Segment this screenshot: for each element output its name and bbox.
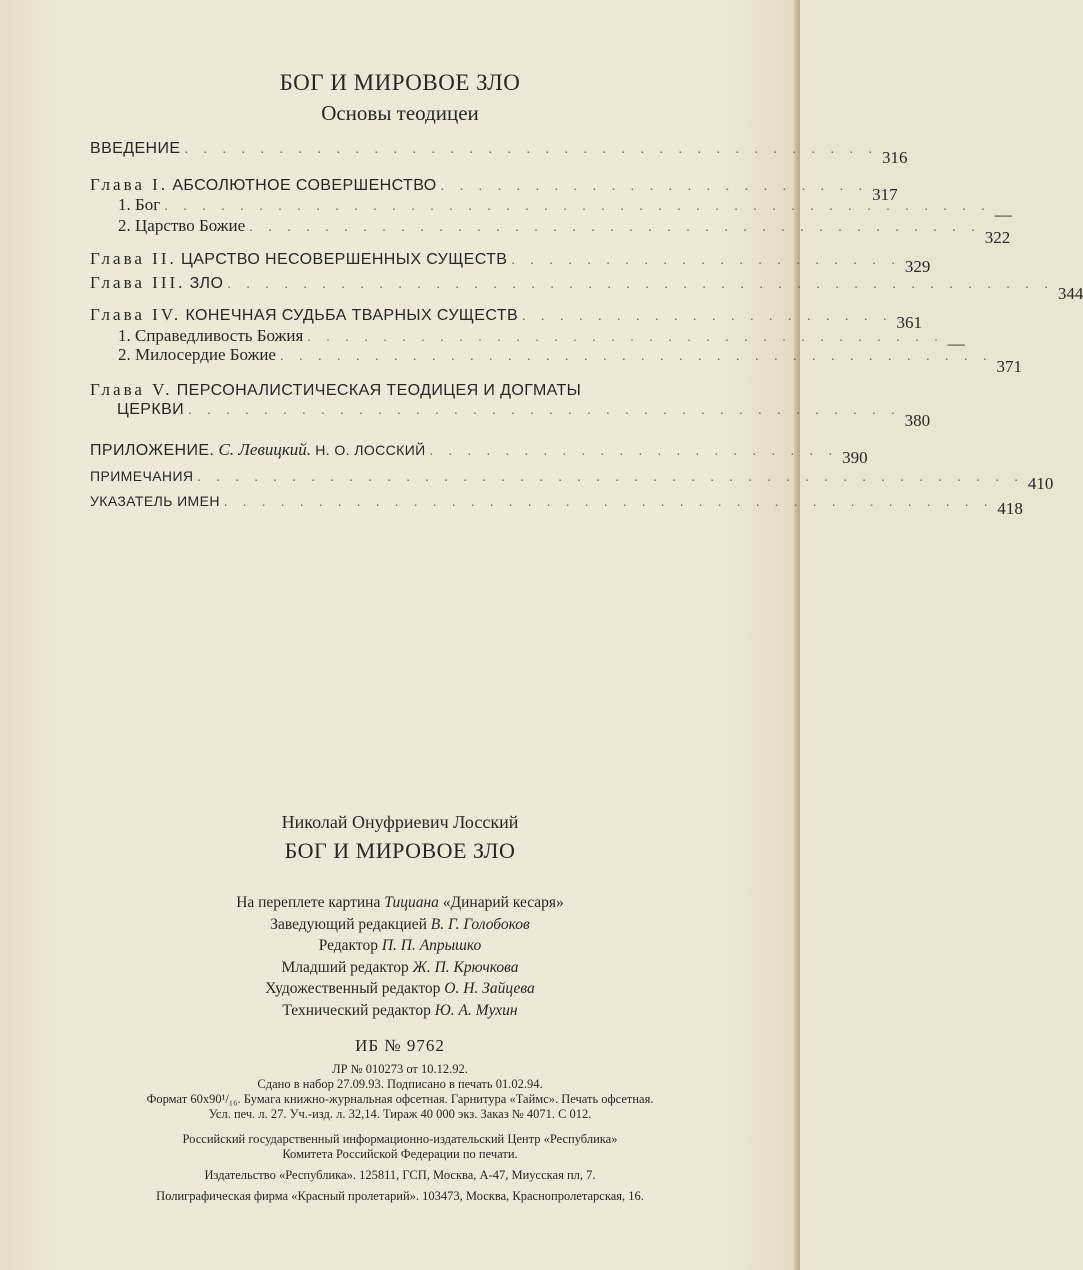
print-details: ЛР № 010273 от 10.12.92. Сдано в набор 27.09.93. Подписано в печать 01.02.94. Формат 60х90¹/₁₆. Бумага книжно-журнальная офсетная. Гарнитура «Таймс». Печать офсетная. Усл. печ. л. 27. Уч.-изд. л. 32,14. Тираж 40 000 экз. Заказ № 4071. С 012. (146, 1062, 654, 1121)
toc-entry-section: 1. Бог . . . . . . . . . . . . . . . . . . . . . . . . . . . . . . . . . . . . . . . . . . . . — (118, 195, 1012, 224)
toc-page: 344 (1057, 284, 1083, 303)
toc-entry-section: 1. Справедливость Божия . . . . . . . . . . . . . . . . . . . . . . . . . . . . . . . . . . — (118, 326, 965, 353)
toc-page: — (947, 334, 965, 353)
toc-entry-chapter-1: Глава I. АБСОЛЮТНОЕ СОВЕРШЕНСТВО . . . . . . . . . . . . . . . . . . . . . . . 317 (90, 175, 898, 204)
toc-label: ПРИМЕЧАНИЯ (90, 468, 194, 484)
toc-entry-section: 2. Царство Божие . . . . . . . . . . . . . . . . . . . . . . . . . . . . . . . . . . . . . . . 322 (118, 216, 1011, 247)
toc-entry-index: УКАЗАТЕЛЬ ИМЕН . . . . . . . . . . . . . . . . . . . . . . . . . . . . . . . . . . . . . . . . . 418 (90, 493, 1023, 518)
toc-page: 361 (896, 313, 923, 332)
toc-label: 1. Бог (118, 195, 161, 214)
imprint-author: Николай Онуфриевич Лосский (281, 812, 519, 832)
junior-editor-credit: Младший редактор Ж. П. Крючкова (281, 958, 519, 976)
toc-entry-chapter-4: Глава IV. КОНЕЧНАЯ СУДЬБА ТВАРНЫХ СУЩЕСТВ . . . . . . . . . . . . . . . . . . . . 361 (90, 305, 923, 332)
editor-credit: Редактор П. П. Апрышко (318, 937, 482, 954)
toc-entry-chapter-5-cont: ЦЕРКВИ . . . . . . . . . . . . . . . . . . . . . . . . . . . . . . . . . . . . . . 380 (90, 399, 785, 419)
toc-entry-chapter-3: Глава III. ЗЛО . . . . . . . . . . . . . . . . . . . . . . . . . . . . . . . . . . . . . . . . . . . . 344 (90, 273, 1083, 303)
toc-page: 329 (904, 257, 931, 276)
toc-page: 390 (842, 448, 868, 467)
imprint-title: БОГ И МИРОВОЕ ЗЛО (284, 838, 516, 863)
toc-label: 1. Справедливость Божия (118, 326, 304, 345)
toc-page: 418 (997, 499, 1023, 518)
toc-label: ВВЕДЕНИЕ (90, 140, 181, 157)
head-editor-credit: Заведующий редакцией В. Г. Голобоков (270, 915, 530, 933)
toc-label: АБСОЛЮТНОЕ СОВЕРШЕНСТВО (172, 177, 437, 194)
toc-entry-introduction: ВВЕДЕНИЕ . . . . . . . . . . . . . . . . . . . . . . . . . . . . . . . . . . . . . 316 (90, 140, 908, 167)
toc-entry-notes: ПРИМЕЧАНИЯ . . . . . . . . . . . . . . . . . . . . . . . . . . . . . . . . . . . . . . . . . . . . 410 (90, 468, 1054, 493)
toc-page: 410 (1027, 474, 1054, 493)
tech-editor-credit: Технический редактор Ю. А. Мухин (282, 1001, 518, 1019)
toc-entry-chapter-5: Глава V. ПЕРСОНАЛИСТИЧЕСКАЯ ТЕОДИЦЕЯ И ДОГМАТЫ (90, 380, 582, 399)
toc-label: 2. Милосердие Божие (118, 345, 276, 364)
ib-number: ИБ № 9762 (355, 1036, 445, 1055)
credits (0, 892, 800, 1021)
toc-page: 380 (904, 411, 931, 430)
toc-label: ПЕРСОНАЛИСТИЧЕСКАЯ ТЕОДИЦЕЯ И ДОГМАТЫ (176, 382, 582, 399)
cover-credit: На переплете картина Тициана «Динарий кесаря» (236, 894, 564, 911)
toc-page: 371 (996, 357, 1022, 376)
toc-page: 317 (872, 185, 898, 204)
toc-label: КОНЕЧНАЯ СУДЬБА ТВАРНЫХ СУЩЕСТВ (185, 307, 519, 324)
toc-page: 322 (984, 228, 1011, 247)
toc-label: ЗЛО (189, 275, 224, 292)
toc-label: ЦАРСТВО НЕСОВЕРШЕННЫХ СУЩЕСТВ (181, 251, 508, 268)
toc-label: ЦЕРКВИ (117, 401, 185, 418)
toc-entry-appendix: ПРИЛОЖЕНИЕ. С. Левицкий. Н. О. ЛОССКИЙ . . . . . . . . . . . . . . . . . . . . . . 390 (90, 440, 868, 467)
toc-label: Н. О. ЛОССКИЙ (315, 442, 426, 458)
toc-entry-section: 2. Милосердие Божие . . . . . . . . . . . . . . . . . . . . . . . . . . . . . . . . . . . . . . 371 (118, 345, 1022, 376)
book-subtitle: Основы теодицеи (321, 101, 479, 125)
toc-page: — (994, 205, 1012, 224)
toc-entry-chapter-2: Глава II. ЦАРСТВО НЕСОВЕРШЕННЫХ СУЩЕСТВ . . . . . . . . . . . . . . . . . . . . . 329 (90, 249, 931, 276)
toc-page: 316 (881, 148, 908, 167)
toc-label: 2. Царство Божие (118, 216, 246, 235)
art-editor-credit: Художественный редактор О. Н. Зайцева (265, 980, 535, 997)
publisher-details: Российский государственный информационно-издательский Центр «Республика» Комитета Российской Федерации по печати. Издательство «Республика». 125811, ГСП, Москва, А-47, Миусская пл, 7. Полиграфическая фирма «Красный пролетарий». 103473, Москва, Краснопролетарская, 16. (156, 1132, 644, 1203)
book-title: БОГ И МИРОВОЕ ЗЛО (279, 70, 521, 95)
toc-label: УКАЗАТЕЛЬ ИМЕН (90, 493, 220, 509)
